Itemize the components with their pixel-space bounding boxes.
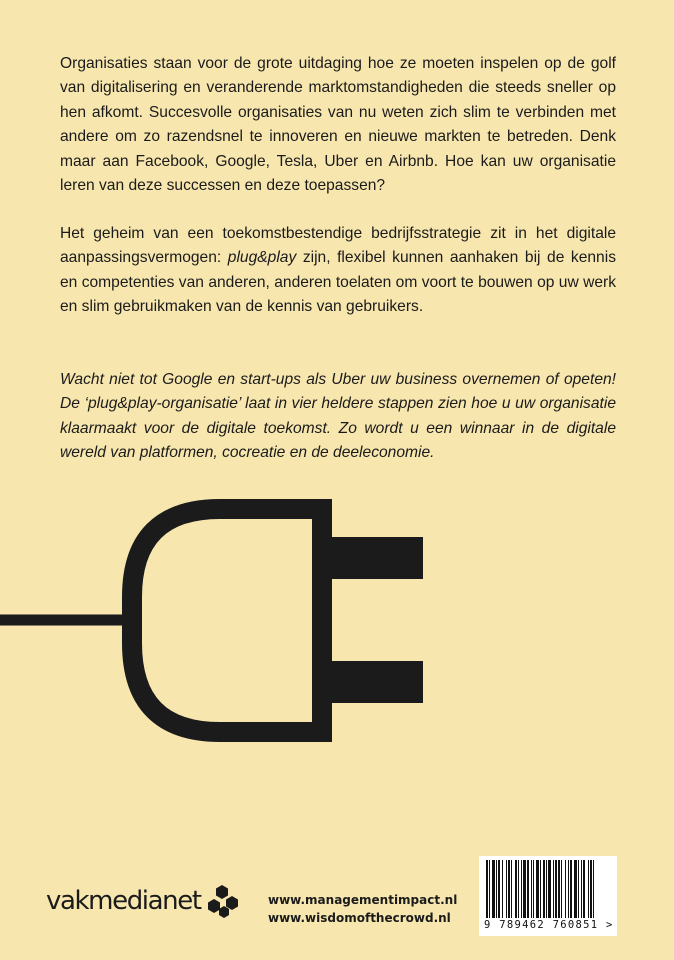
isbn-barcode <box>479 856 617 936</box>
plug-and-play-emphasis: plug&play <box>227 249 297 267</box>
strategy-text-end: zijn, flexibel kunnen aanhaken bij de kennis en competenties van anderen, anderen toelaten om voort te bouwen op uw werk en slim gebruikmaken van de kennis van gebruikers. <box>60 249 616 316</box>
isbn-digits: 9 789462 760851 > <box>484 919 614 931</box>
strategy-paragraph <box>60 222 616 320</box>
wisdom-of-the-crowd-url[interactable]: www.wisdomofthecrowd.nl <box>268 911 451 925</box>
publisher-logo <box>46 884 239 918</box>
call-to-action-paragraph: Wacht niet tot Google en start-ups als Uber uw business overnemen of opeten! De ‘plug&play-organisatie’ laat in vier heldere stappen zien hoe u uw organisatie klaarmaakt voor de digitale toekomst. Zo wordt u een winnaar in de digitale wereld van platformen, cocreatie en de deeleconomie. <box>60 371 616 462</box>
publisher-name: vakmedianet <box>46 886 201 916</box>
management-impact-url[interactable]: www.managementimpact.nl <box>268 893 458 907</box>
electric-plug-icon <box>0 470 674 830</box>
website-links <box>268 891 457 927</box>
intro-paragraph: Organisaties staan voor de grote uitdaging hoe ze moeten inspelen op de golf van digitalisering en veranderende marktomstandigheden die steeds sneller op hen afkomt. Succesvolle organisaties van nu weten zich slim te verbinden met andere om zo razendsnel te innoveren en nieuwe markten te betreden. Denk maar aan Facebook, Google, Tesla, Uber en Airbnb. Hoe kan uw organisatie leren van deze successen en deze toepassen? <box>60 55 616 195</box>
strategy-text-start: Het geheim van een toekomstbestendige bedrijfsstrategie zit in het digitale aanpassingsvermogen: <box>60 225 616 267</box>
barcode-bars <box>484 860 612 918</box>
hexagon-cluster-logo-icon <box>205 884 239 918</box>
